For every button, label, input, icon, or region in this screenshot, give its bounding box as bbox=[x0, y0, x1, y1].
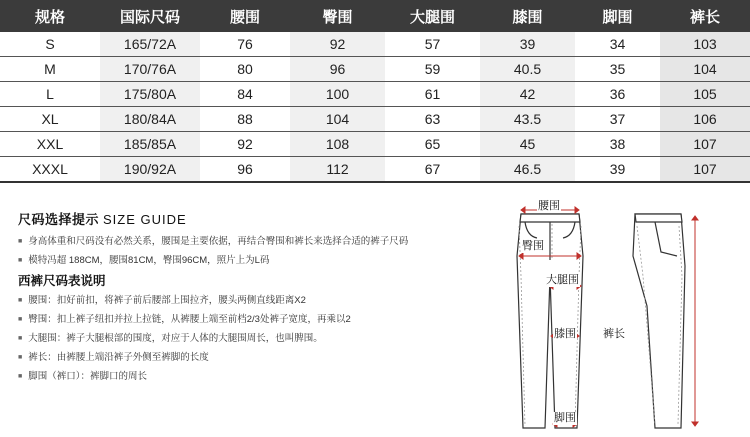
cell-knee: 42 bbox=[480, 82, 575, 107]
guide-tip: ■ 模特冯超 188CM，腰围81CM，臀围96CM，照片上为L码 bbox=[18, 251, 498, 270]
table-row bbox=[0, 57, 750, 82]
size-guide bbox=[18, 209, 498, 386]
cell-hem: 39 bbox=[575, 157, 660, 183]
header-intl-size: 国际尺码 bbox=[100, 0, 200, 32]
cell-hip: 108 bbox=[290, 132, 385, 157]
cell-hem: 37 bbox=[575, 107, 660, 132]
trousers-illustration bbox=[505, 196, 745, 436]
table-row bbox=[0, 82, 750, 107]
cell-hip: 100 bbox=[290, 82, 385, 107]
header-knee: 膝围 bbox=[480, 0, 575, 32]
cell-intl-size: 180/84A bbox=[100, 107, 200, 132]
cell-knee: 43.5 bbox=[480, 107, 575, 132]
table-header-row bbox=[0, 0, 750, 32]
cell-intl-size: 175/80A bbox=[100, 82, 200, 107]
cell-length: 103 bbox=[660, 32, 750, 57]
cell-hip: 96 bbox=[290, 57, 385, 82]
cell-waist: 96 bbox=[200, 157, 290, 183]
cell-knee: 39 bbox=[480, 32, 575, 57]
size-table bbox=[0, 0, 750, 183]
measure-item-hem: ■ 脚围（裤口）：裤脚口的周长 bbox=[18, 367, 498, 386]
cell-length: 106 bbox=[660, 107, 750, 132]
measure-item-hip: ■ 臀围：扣上裤子纽扣并拉上拉链，从裤腰上端至前档2/3处裤子宽度，再乘以2 bbox=[18, 310, 498, 329]
cell-thigh: 67 bbox=[385, 157, 480, 183]
cell-thigh: 63 bbox=[385, 107, 480, 132]
header-spec: 规格 bbox=[0, 0, 100, 32]
cell-thigh: 61 bbox=[385, 82, 480, 107]
cell-knee: 45 bbox=[480, 132, 575, 157]
cell-spec: S bbox=[0, 32, 100, 57]
cell-spec: L bbox=[0, 82, 100, 107]
table-row bbox=[0, 32, 750, 57]
cell-hem: 38 bbox=[575, 132, 660, 157]
guide-title bbox=[18, 209, 498, 228]
cell-waist: 80 bbox=[200, 57, 290, 82]
table-row bbox=[0, 132, 750, 157]
cell-length: 107 bbox=[660, 157, 750, 183]
cell-spec: M bbox=[0, 57, 100, 82]
table-row bbox=[0, 107, 750, 132]
cell-waist: 92 bbox=[200, 132, 290, 157]
cell-knee: 46.5 bbox=[480, 157, 575, 183]
header-waist: 腰围 bbox=[200, 0, 290, 32]
cell-hem: 36 bbox=[575, 82, 660, 107]
cell-hip: 112 bbox=[290, 157, 385, 183]
cell-thigh: 59 bbox=[385, 57, 480, 82]
label-length: 裤长 bbox=[603, 328, 625, 340]
label-knee: 膝围 bbox=[554, 328, 576, 340]
cell-thigh: 65 bbox=[385, 132, 480, 157]
cell-spec: XL bbox=[0, 107, 100, 132]
measure-item-length: ■ 裤长：由裤腰上端沿裤子外侧至裤脚的长度 bbox=[18, 348, 498, 367]
cell-intl-size: 185/85A bbox=[100, 132, 200, 157]
label-waist: 腰围 bbox=[538, 200, 560, 212]
cell-intl-size: 170/76A bbox=[100, 57, 200, 82]
header-thigh: 大腿围 bbox=[385, 0, 480, 32]
trousers-diagram bbox=[505, 196, 745, 436]
cell-length: 104 bbox=[660, 57, 750, 82]
header-hem: 脚围 bbox=[575, 0, 660, 32]
cell-hem: 34 bbox=[575, 32, 660, 57]
cell-intl-size: 165/72A bbox=[100, 32, 200, 57]
cell-hip: 104 bbox=[290, 107, 385, 132]
header-length: 裤长 bbox=[660, 0, 750, 32]
label-thigh: 大腿围 bbox=[546, 274, 579, 286]
cell-hip: 92 bbox=[290, 32, 385, 57]
guide-tip: ■ 身高体重和尺码没有必然关系，腰围是主要依据，再结合臀围和裤长来选择合适的裤子尺码 bbox=[18, 232, 498, 251]
cell-hem: 35 bbox=[575, 57, 660, 82]
cell-length: 105 bbox=[660, 82, 750, 107]
cell-waist: 76 bbox=[200, 32, 290, 57]
measure-title: 西裤尺码表说明 bbox=[18, 274, 106, 288]
header-hip: 臀围 bbox=[290, 0, 385, 32]
cell-waist: 88 bbox=[200, 107, 290, 132]
table-row bbox=[0, 157, 750, 183]
side-trousers bbox=[633, 214, 685, 428]
cell-knee: 40.5 bbox=[480, 57, 575, 82]
measure-item-waist: ■ 腰围：扣好前扣，将裤子前后腰部上围拉齐，腰头两侧直线距离X2 bbox=[18, 291, 498, 310]
measure-item-thigh: ■ 大腿围：裤子大腿根部的围度，对应于人体的大腿围周长，也叫脾围。 bbox=[18, 329, 498, 348]
cell-spec: XXXL bbox=[0, 157, 100, 183]
label-hem: 脚围 bbox=[554, 412, 576, 424]
cell-intl-size: 190/92A bbox=[100, 157, 200, 183]
guide-title-cn: 尺码选择提示 bbox=[18, 212, 100, 227]
cell-thigh: 57 bbox=[385, 32, 480, 57]
cell-waist: 84 bbox=[200, 82, 290, 107]
guide-title-en: SIZE GUIDE bbox=[103, 212, 187, 227]
cell-spec: XXL bbox=[0, 132, 100, 157]
label-hip: 臀围 bbox=[522, 240, 544, 252]
cell-length: 107 bbox=[660, 132, 750, 157]
